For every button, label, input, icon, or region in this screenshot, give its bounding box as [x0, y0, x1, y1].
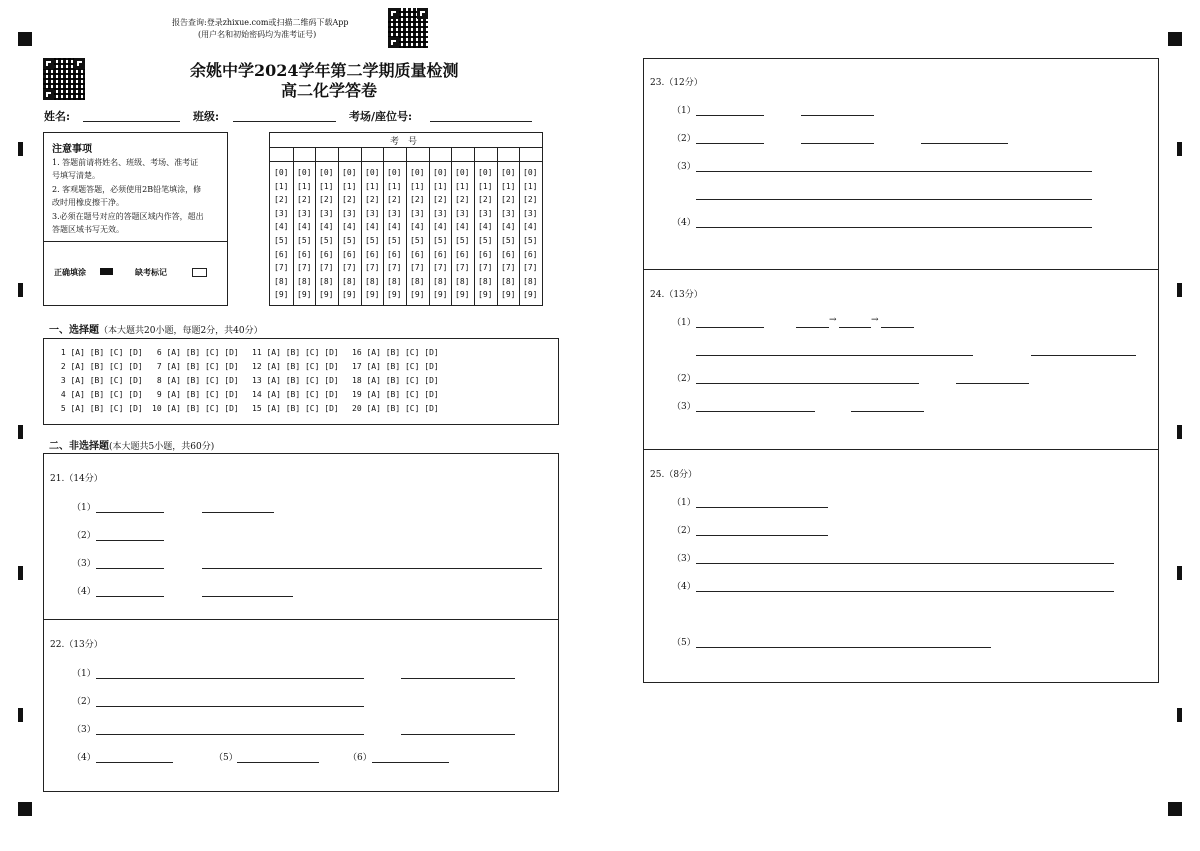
q25-title: 25.（8分） — [650, 470, 698, 480]
q24-part2: （2） — [672, 374, 696, 384]
q25-part5: （5） — [672, 638, 696, 648]
exam-digit-bubble[interactable]: [1] — [455, 181, 470, 191]
answer-line[interactable] — [237, 762, 319, 763]
notice-title: 注意事项 — [52, 144, 92, 155]
exam-digit-bubble[interactable]: [9] — [478, 290, 493, 300]
exam-digit-bubble[interactable]: [1] — [501, 181, 516, 191]
barcode-qr-icon — [43, 58, 85, 100]
choice-row[interactable]: 19 [A] [B] [C] [D] — [352, 390, 439, 399]
answer-line[interactable] — [696, 327, 764, 328]
exam-digit-bubble[interactable]: [2] — [297, 195, 312, 205]
exam-digit-bubble[interactable]: [4] — [297, 222, 312, 232]
exam-digit-bubble[interactable]: [6] — [410, 249, 425, 259]
answer-line[interactable] — [401, 734, 515, 735]
exam-digit-bubble[interactable]: [0] — [274, 168, 289, 177]
timing-bar — [1177, 708, 1182, 722]
choice-row[interactable]: 2 [A] [B] [C] [D] — [56, 362, 143, 371]
exam-digit-bubble[interactable]: [4] — [365, 222, 380, 232]
answer-line[interactable] — [696, 563, 1114, 564]
q21-part4: （4） — [72, 587, 96, 597]
name-field[interactable] — [83, 121, 180, 122]
answer-line[interactable] — [96, 568, 164, 569]
q22-part6: （6） — [348, 753, 372, 763]
exam-digit-bubble[interactable]: [8] — [433, 276, 448, 286]
question-24-box — [643, 269, 1159, 450]
exam-digit-bubble[interactable]: [4] — [478, 222, 493, 232]
answer-line[interactable] — [696, 591, 1114, 592]
q23-part2: （2） — [672, 134, 696, 144]
exam-digit-bubble[interactable]: [4] — [410, 222, 425, 232]
timing-bar — [18, 425, 23, 439]
exam-digit-bubble[interactable]: [3] — [297, 208, 312, 218]
exam-digit-bubble[interactable]: [7] — [433, 263, 448, 273]
exam-digit-bubble[interactable]: [9] — [410, 290, 425, 300]
exam-digit-bubble[interactable]: [1] — [365, 181, 380, 191]
exam-digit-bubble[interactable]: [5] — [297, 236, 312, 245]
choice-row[interactable]: 16 [A] [B] [C] [D] — [352, 348, 439, 357]
exam-digit-bubble[interactable]: [3] — [523, 208, 538, 218]
exam-digit-bubble[interactable]: [6] — [478, 249, 493, 259]
grid-line — [383, 147, 384, 305]
exam-digit-bubble[interactable]: [0] — [319, 168, 334, 177]
notice-box — [43, 132, 228, 306]
q22-part5: （5） — [214, 753, 238, 763]
choice-row[interactable]: 5 [A] [B] [C] [D] — [56, 404, 143, 413]
grid-line — [338, 147, 339, 305]
exam-digit-bubble[interactable]: [4] — [387, 222, 402, 232]
q24-part3: （3） — [672, 402, 696, 412]
exam-digit-bubble[interactable]: [0] — [297, 168, 312, 177]
exam-digit-bubble[interactable]: [9] — [342, 290, 357, 300]
exam-digit-bubble[interactable]: [1] — [319, 181, 334, 191]
exam-digit-bubble[interactable]: [6] — [387, 249, 402, 259]
exam-digit-bubble[interactable]: [1] — [478, 181, 493, 191]
answer-line[interactable] — [401, 678, 515, 679]
answer-line[interactable] — [696, 535, 828, 536]
section1-title-text: 一、选择题 — [49, 325, 99, 336]
exam-digit-bubble[interactable]: [5] — [433, 236, 448, 245]
exam-digit-bubble[interactable]: [1] — [387, 181, 402, 191]
section1-title — [49, 321, 263, 336]
answer-line[interactable] — [921, 143, 1008, 144]
name-label: 姓名: — [44, 110, 71, 123]
timing-bar — [1177, 142, 1182, 156]
exam-digit-bubble[interactable]: [7] — [455, 263, 470, 273]
question-21-box — [43, 453, 559, 620]
q22-part1: （1） — [72, 669, 96, 679]
answer-line[interactable] — [96, 762, 173, 763]
exam-digit-bubble[interactable]: [6] — [365, 249, 380, 259]
q22-part2: （2） — [72, 697, 96, 707]
exam-digit-bubble[interactable]: [5] — [342, 236, 357, 245]
registration-mark-top-right — [1168, 32, 1182, 46]
absent-mark-label: 缺考标记 — [135, 267, 167, 277]
exam-digit-bubble[interactable]: [1] — [274, 181, 289, 191]
exam-digit-bubble[interactable]: [0] — [523, 168, 538, 177]
choice-row[interactable]: 12 [A] [B] [C] [D] — [252, 362, 339, 371]
q25-part1: （1） — [672, 498, 696, 508]
exam-digit-bubble[interactable]: [4] — [433, 222, 448, 232]
exam-digit-bubble[interactable]: [9] — [455, 290, 470, 300]
choice-row[interactable]: 3 [A] [B] [C] [D] — [56, 376, 143, 385]
answer-line[interactable] — [202, 512, 274, 513]
exam-digit-bubble[interactable]: [0] — [433, 168, 448, 177]
exam-digit-bubble[interactable]: [0] — [455, 168, 470, 177]
exam-digit-bubble[interactable]: [3] — [410, 208, 425, 218]
class-label: 班级: — [193, 110, 220, 123]
answer-line[interactable] — [696, 647, 991, 648]
exam-digit-bubble[interactable]: [4] — [501, 222, 516, 232]
exam-digit-bubble[interactable]: [9] — [501, 290, 516, 300]
exam-digit-bubble[interactable]: [0] — [342, 168, 357, 177]
answer-line[interactable] — [696, 411, 815, 412]
answer-line[interactable] — [202, 596, 293, 597]
q21-title: 21.（14分） — [50, 474, 103, 484]
answer-line[interactable] — [696, 355, 973, 356]
choice-row[interactable]: 15 [A] [B] [C] [D] — [252, 404, 339, 413]
exam-digit-bubble[interactable]: [8] — [365, 276, 380, 286]
exam-digit-bubble[interactable]: [2] — [410, 195, 425, 205]
grid-line — [474, 147, 475, 305]
exam-digit-bubble[interactable]: [0] — [365, 168, 380, 177]
choice-row[interactable]: 18 [A] [B] [C] [D] — [352, 376, 439, 385]
grid-line — [315, 147, 316, 305]
exam-digit-bubble[interactable]: [9] — [433, 290, 448, 300]
timing-bar — [18, 708, 23, 722]
exam-digit-bubble[interactable]: [3] — [342, 208, 357, 218]
q25-part2: （2） — [672, 526, 696, 536]
exam-digit-bubble[interactable]: [7] — [342, 263, 357, 273]
choice-row[interactable]: 7 [A] [B] [C] [D] — [152, 362, 239, 371]
correct-fill-label: 正确填涂 — [54, 267, 86, 277]
seat-label: 考场/座位号: — [349, 110, 413, 123]
exam-digit-bubble[interactable]: [2] — [342, 195, 357, 205]
exam-digit-bubble[interactable]: [9] — [274, 290, 289, 300]
answer-line[interactable] — [801, 115, 874, 116]
grid-line — [429, 147, 430, 305]
report-notice-line1: 报告查询:登录zhixue.com或扫描二维码下载App — [172, 18, 349, 27]
answer-line[interactable] — [96, 512, 164, 513]
exam-digit-bubble[interactable]: [8] — [342, 276, 357, 286]
grid-line — [293, 147, 294, 305]
answer-line[interactable] — [696, 115, 764, 116]
exam-digit-bubble[interactable]: [2] — [319, 195, 334, 205]
section2-desc: (本大题共5小题，共60分) — [109, 442, 215, 452]
grid-line — [519, 147, 520, 305]
exam-digit-bubble[interactable]: [0] — [501, 168, 516, 177]
answer-line[interactable] — [696, 383, 919, 384]
exam-digit-bubble[interactable]: [5] — [478, 236, 493, 245]
grid-line — [361, 147, 362, 305]
exam-digit-bubble[interactable]: [2] — [274, 195, 289, 205]
q21-part3: （3） — [72, 559, 96, 569]
answer-line[interactable] — [202, 568, 542, 569]
exam-digit-bubble[interactable]: [2] — [387, 195, 402, 205]
timing-bar — [18, 142, 23, 156]
choice-row[interactable]: 11 [A] [B] [C] [D] — [252, 348, 339, 357]
grid-line — [406, 147, 407, 305]
exam-digit-bubble[interactable]: [1] — [523, 181, 538, 191]
exam-digit-bubble[interactable]: [6] — [433, 249, 448, 259]
exam-digit-bubble[interactable]: [3] — [274, 208, 289, 218]
timing-bar — [1177, 283, 1182, 297]
exam-digit-bubble[interactable]: [5] — [501, 236, 516, 245]
exam-digit-bubble[interactable]: [6] — [274, 249, 289, 259]
exam-digit-bubble[interactable]: [2] — [365, 195, 380, 205]
exam-digit-bubble[interactable]: [8] — [523, 276, 538, 286]
q22-title: 22.（13分） — [50, 640, 103, 650]
choice-row[interactable]: 9 [A] [B] [C] [D] — [152, 390, 239, 399]
grid-line — [451, 147, 452, 305]
exam-digit-bubble[interactable]: [7] — [319, 263, 334, 273]
exam-digit-bubble[interactable]: [9] — [387, 290, 402, 300]
answer-line[interactable] — [96, 734, 364, 735]
exam-digit-bubble[interactable]: [7] — [410, 263, 425, 273]
exam-digit-bubble[interactable]: [6] — [455, 249, 470, 259]
exam-digit-bubble[interactable]: [2] — [455, 195, 470, 205]
exam-digit-bubble[interactable]: [1] — [342, 181, 357, 191]
absent-mark-checkbox[interactable] — [192, 268, 207, 277]
exam-digit-bubble[interactable]: [2] — [501, 195, 516, 205]
answer-line[interactable] — [881, 327, 914, 328]
answer-line[interactable] — [696, 199, 1092, 200]
exam-digit-bubble[interactable]: [1] — [433, 181, 448, 191]
q22-part3: （3） — [72, 725, 96, 735]
question-22-box — [43, 619, 559, 792]
exam-digit-bubble[interactable]: [4] — [523, 222, 538, 232]
q23-part3: （3） — [672, 162, 696, 172]
q25-part3: （3） — [672, 554, 696, 564]
arrow-icon: → — [829, 315, 837, 325]
exam-digit-bubble[interactable]: [1] — [297, 181, 312, 191]
exam-digit-bubble[interactable]: [8] — [319, 276, 334, 286]
answer-line[interactable] — [839, 327, 871, 328]
choice-row[interactable]: 13 [A] [B] [C] [D] — [252, 376, 339, 385]
exam-digit-bubble[interactable]: [3] — [319, 208, 334, 218]
exam-digit-bubble[interactable]: [8] — [387, 276, 402, 286]
exam-digit-bubble[interactable]: [6] — [501, 249, 516, 259]
exam-digit-bubble[interactable]: [4] — [342, 222, 357, 232]
exam-digit-bubble[interactable]: [4] — [455, 222, 470, 232]
answer-line[interactable] — [1031, 355, 1136, 356]
exam-digit-bubble[interactable]: [3] — [433, 208, 448, 218]
exam-digit-bubble[interactable]: [5] — [523, 236, 538, 245]
notice-item: 答题区域书写无效。 — [52, 225, 124, 234]
q25-part4: （4） — [672, 582, 696, 592]
exam-digit-bubble[interactable]: [3] — [501, 208, 516, 218]
answer-line[interactable] — [851, 411, 924, 412]
q22-part4: （4） — [72, 753, 96, 763]
answer-line[interactable] — [956, 383, 1029, 384]
arrow-icon: → — [871, 315, 879, 325]
timing-bar — [18, 566, 23, 580]
choice-row[interactable]: 17 [A] [B] [C] [D] — [352, 362, 439, 371]
exam-digit-bubble[interactable]: [6] — [523, 249, 538, 259]
exam-digit-bubble[interactable]: [5] — [387, 236, 402, 245]
notice-item: 3.必须在题号对应的答题区域内作答，超出 — [52, 212, 204, 221]
exam-number-grid — [269, 132, 543, 306]
correct-fill-sample — [100, 268, 113, 275]
q23-part4: （4） — [672, 218, 696, 228]
registration-mark-bottom-left — [18, 802, 32, 816]
question-23-box — [643, 58, 1159, 270]
q24-part1: （1） — [672, 318, 696, 328]
notice-item: 1. 答题前请将姓名、班级、考场、准考证 — [52, 158, 199, 167]
class-field[interactable] — [233, 121, 336, 122]
timing-bar — [1177, 425, 1182, 439]
exam-digit-bubble[interactable]: [5] — [455, 236, 470, 245]
exam-digit-bubble[interactable]: [7] — [297, 263, 312, 273]
exam-digit-bubble[interactable]: [5] — [365, 236, 380, 245]
exam-digit-bubble[interactable]: [8] — [501, 276, 516, 286]
choice-row[interactable]: 6 [A] [B] [C] [D] — [152, 348, 239, 357]
answer-line[interactable] — [696, 143, 764, 144]
timing-bar — [18, 283, 23, 297]
exam-digit-bubble[interactable]: [9] — [523, 290, 538, 300]
section1-desc: （本大题共20小题，每题2分，共40分） — [99, 326, 263, 336]
choice-row[interactable]: 1 [A] [B] [C] [D] — [56, 348, 143, 357]
exam-digit-bubble[interactable]: [9] — [365, 290, 380, 300]
q21-part2: （2） — [72, 531, 96, 541]
answer-line[interactable] — [372, 762, 449, 763]
q21-part1: （1） — [72, 503, 96, 513]
answer-line[interactable] — [696, 171, 1092, 172]
q24-title: 24.（13分） — [650, 290, 703, 300]
exam-digit-bubble[interactable]: [3] — [478, 208, 493, 218]
seat-field[interactable] — [430, 121, 532, 122]
exam-digit-bubble[interactable]: [5] — [274, 236, 289, 245]
exam-digit-bubble[interactable]: [0] — [410, 168, 425, 177]
answer-line[interactable] — [96, 678, 364, 679]
choice-row[interactable]: 20 [A] [B] [C] [D] — [352, 404, 439, 413]
exam-digit-bubble[interactable]: [7] — [387, 263, 402, 273]
notice-item: 改时用橡皮擦干净。 — [52, 198, 124, 207]
choice-row[interactable]: 4 [A] [B] [C] [D] — [56, 390, 143, 399]
answer-line[interactable] — [796, 327, 829, 328]
choice-box — [43, 338, 559, 425]
q23-title: 23.（12分） — [650, 78, 703, 88]
exam-digit-bubble[interactable]: [7] — [274, 263, 289, 273]
q23-part1: （1） — [672, 106, 696, 116]
exam-digit-bubble[interactable]: [9] — [319, 290, 334, 300]
choice-row[interactable]: 14 [A] [B] [C] [D] — [252, 390, 339, 399]
grid-line — [497, 147, 498, 305]
exam-digit-bubble[interactable]: [9] — [297, 290, 312, 300]
section2-title-text: 二、非选择题 — [49, 441, 109, 452]
exam-digit-bubble[interactable]: [6] — [319, 249, 334, 259]
exam-number-label: 考 号 — [390, 137, 418, 147]
exam-digit-bubble[interactable]: [4] — [319, 222, 334, 232]
qr-code-icon — [388, 8, 428, 48]
answer-line[interactable] — [96, 596, 164, 597]
answer-line[interactable] — [96, 540, 164, 541]
registration-mark-bottom-right — [1168, 802, 1182, 816]
exam-digit-bubble[interactable]: [8] — [455, 276, 470, 286]
exam-digit-bubble[interactable]: [6] — [297, 249, 312, 259]
question-25-box — [643, 449, 1159, 683]
exam-digit-bubble[interactable]: [8] — [274, 276, 289, 286]
answer-line[interactable] — [96, 706, 364, 707]
exam-digit-bubble[interactable]: [7] — [501, 263, 516, 273]
choice-row[interactable]: 8 [A] [B] [C] [D] — [152, 376, 239, 385]
exam-digit-bubble[interactable]: [7] — [365, 263, 380, 273]
notice-item: 2. 客观题答题，必须使用2B铅笔填涂，修 — [52, 185, 202, 194]
choice-row[interactable]: 10 [A] [B] [C] [D] — [152, 404, 239, 413]
answer-line[interactable] — [696, 227, 1092, 228]
notice-item: 号填写清楚。 — [52, 171, 100, 180]
report-notice-line2: (用户名和初始密码均为准考证号) — [198, 30, 317, 39]
answer-line[interactable] — [801, 143, 874, 144]
exam-digit-bubble[interactable]: [7] — [523, 263, 538, 273]
exam-digit-bubble[interactable]: [2] — [478, 195, 493, 205]
section2-title — [49, 437, 214, 452]
exam-subtitle: 高二化学答卷 — [281, 81, 378, 100]
exam-digit-bubble[interactable]: [5] — [319, 236, 334, 245]
exam-digit-bubble[interactable]: [4] — [274, 222, 289, 232]
exam-digit-bubble[interactable]: [3] — [387, 208, 402, 218]
exam-digit-bubble[interactable]: [0] — [478, 168, 493, 177]
exam-digit-bubble[interactable]: [3] — [455, 208, 470, 218]
exam-digit-bubble[interactable]: [6] — [342, 249, 357, 259]
answer-line[interactable] — [696, 507, 828, 508]
exam-digit-bubble[interactable]: [8] — [478, 276, 493, 286]
exam-digit-bubble[interactable]: [5] — [410, 236, 425, 245]
exam-digit-bubble[interactable]: [3] — [365, 208, 380, 218]
exam-digit-bubble[interactable]: [8] — [297, 276, 312, 286]
exam-title: 余姚中学2024学年第二学期质量检测 — [190, 61, 459, 80]
exam-digit-bubble[interactable]: [8] — [410, 276, 425, 286]
notice-divider — [44, 241, 227, 242]
timing-bar — [1177, 566, 1182, 580]
exam-digit-bubble[interactable]: [2] — [523, 195, 538, 205]
exam-digit-bubble[interactable]: [1] — [410, 181, 425, 191]
registration-mark-top-left — [18, 32, 32, 46]
exam-digit-bubble[interactable]: [7] — [478, 263, 493, 273]
exam-digit-bubble[interactable]: [2] — [433, 195, 448, 205]
exam-digit-bubble[interactable]: [0] — [387, 168, 402, 177]
